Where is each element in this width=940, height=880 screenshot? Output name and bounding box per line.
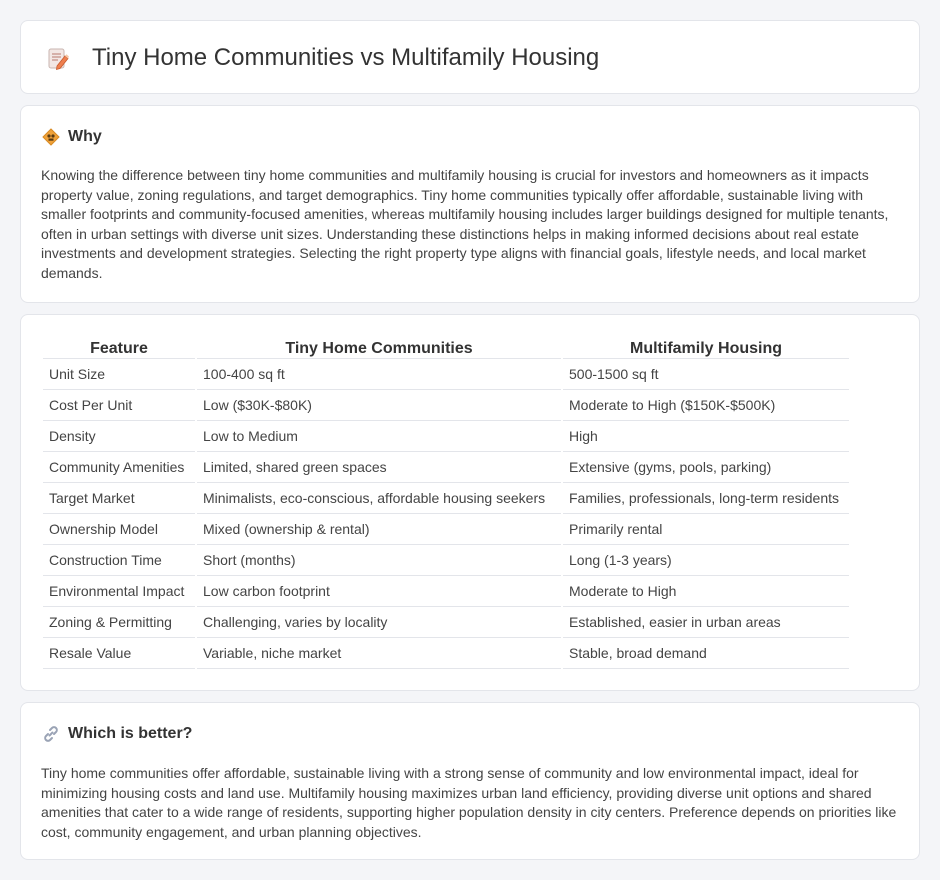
table-row bbox=[43, 545, 849, 576]
which-is-better-section bbox=[20, 702, 920, 860]
feature-cell: Construction Time bbox=[43, 545, 195, 576]
tiny-home-cell: Mixed (ownership & rental) bbox=[197, 514, 561, 545]
table-row bbox=[43, 390, 849, 421]
table-row bbox=[43, 483, 849, 514]
column-header-feature: Feature bbox=[43, 335, 195, 359]
multifamily-cell: Stable, broad demand bbox=[563, 638, 849, 669]
multifamily-cell: 500-1500 sq ft bbox=[563, 359, 849, 390]
page-title: Tiny Home Communities vs Multifamily Housing bbox=[92, 44, 600, 71]
link-icon bbox=[41, 724, 61, 744]
feature-cell: Community Amenities bbox=[43, 452, 195, 483]
table-row bbox=[43, 638, 849, 669]
why-section bbox=[20, 105, 920, 303]
feature-cell: Cost Per Unit bbox=[43, 390, 195, 421]
feature-cell: Ownership Model bbox=[43, 514, 195, 545]
table-row bbox=[43, 452, 849, 483]
tiny-home-cell: Variable, niche market bbox=[197, 638, 561, 669]
feature-cell: Resale Value bbox=[43, 638, 195, 669]
comparison-section bbox=[20, 314, 920, 691]
multifamily-cell: Moderate to High ($150K-$500K) bbox=[563, 390, 849, 421]
feature-cell: Unit Size bbox=[43, 359, 195, 390]
better-body: Tiny home communities offer affordable, sustainable living with a strong sense of community and low environmental impact, ideal for minimizing housing costs and land use. Multifamily housing maximizes urban land efficiency, providing diverse unit options and shared amenities that cater to a wide range of residents, supporting higher population density in city centers. Preference depends on priorities like cost, community engagement, and urban planning objectives. bbox=[41, 765, 897, 840]
column-header-multifamily: Multifamily Housing bbox=[563, 335, 849, 359]
multifamily-cell: Extensive (gyms, pools, parking) bbox=[563, 452, 849, 483]
tiny-home-cell: Low ($30K-$80K) bbox=[197, 390, 561, 421]
feature-cell: Zoning & Permitting bbox=[43, 607, 195, 638]
feature-cell: Density bbox=[43, 421, 195, 452]
feature-cell: Target Market bbox=[43, 483, 195, 514]
tiny-home-cell: Short (months) bbox=[197, 545, 561, 576]
multifamily-cell: Moderate to High bbox=[563, 576, 849, 607]
multifamily-cell: High bbox=[563, 421, 849, 452]
why-heading bbox=[41, 126, 102, 148]
multifamily-cell: Families, professionals, long-term residents bbox=[563, 483, 849, 514]
tiny-home-cell: 100-400 sq ft bbox=[197, 359, 561, 390]
document-pencil-icon bbox=[47, 47, 69, 71]
multifamily-cell: Established, easier in urban areas bbox=[563, 607, 849, 638]
header-card bbox=[20, 20, 920, 94]
table-row bbox=[43, 576, 849, 607]
better-heading bbox=[41, 723, 192, 745]
tiny-home-cell: Low carbon footprint bbox=[197, 576, 561, 607]
tiny-home-cell: Limited, shared green spaces bbox=[197, 452, 561, 483]
why-title: Why bbox=[68, 128, 102, 145]
feature-cell: Environmental Impact bbox=[43, 576, 195, 607]
better-title: Which is better? bbox=[68, 725, 193, 742]
comparison-table bbox=[41, 335, 851, 669]
tiny-home-cell: Low to Medium bbox=[197, 421, 561, 452]
table-row bbox=[43, 359, 849, 390]
table-row bbox=[43, 514, 849, 545]
why-body: Knowing the difference between tiny home communities and multifamily housing is crucial for investors and homeowners as it impacts property value, zoning regulations, and target demographics. Tiny home communities typically offer affordable, sustainable living with smaller footprints and community-focused amenities, whereas multifamily housing includes larger buildings designed for multiple tenants, often in urban settings with diverse unit sizes. Understanding these distinctions helps in making informed decisions about real estate investments and development strategies. Selecting the right property type aligns with financial goals, lifestyle needs, and local market demands. bbox=[41, 167, 889, 281]
multifamily-cell: Primarily rental bbox=[563, 514, 849, 545]
tiny-home-cell: Challenging, varies by locality bbox=[197, 607, 561, 638]
multifamily-cell: Long (1-3 years) bbox=[563, 545, 849, 576]
diamond-sign-icon bbox=[41, 127, 61, 147]
tiny-home-cell: Minimalists, eco-conscious, affordable housing seekers bbox=[197, 483, 561, 514]
table-row bbox=[43, 421, 849, 452]
column-header-tiny-home: Tiny Home Communities bbox=[197, 335, 561, 359]
table-header-row bbox=[43, 335, 849, 359]
table-row bbox=[43, 607, 849, 638]
